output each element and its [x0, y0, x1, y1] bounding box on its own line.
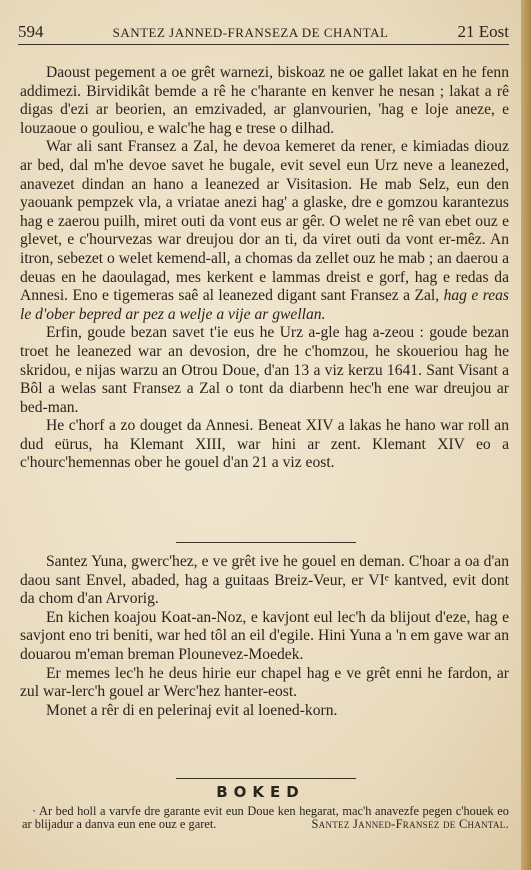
section-divider — [176, 542, 356, 543]
paragraph: He c'horf a zo douget da Annesi. Beneat XIV a lakas he hano war roll an dud eürus, ha Klemant XIII, war hini ar zent. Klemant XIV eo a c'hourc'hemennas ober he gouel d'an 21 a viz eost. — [20, 417, 509, 472]
paragraph — [20, 138, 509, 324]
boked-signature: Santez Janned-Fransez de Chantal. — [311, 817, 509, 831]
header-rule — [18, 44, 509, 45]
boked-heading: BOKED — [216, 783, 305, 801]
paragraph: Daoust pegement a oe grêt warnezi, biskoaz ne oe gallet lakat en he fenn addimezi. Birvidikât bemde a rê he c'harante en kenver he nesan ; lakat a rê digas d'ezi ar beorien, an emzivaded, ar glanvourien, 'hag e loje aneze, e louzaoue o gouliou, e walc'he hag e trese o dilhad. — [20, 64, 509, 137]
page-header — [18, 22, 509, 42]
paragraph-text: War ali sant Fransez a Zal, he devoa kemeret da rener, e kimiadas diouz ar bed, dal m'he devoe savet he bugale, evit sevel eun Urz neve a leanezed, anavezet dindan an hano a leanezed ar Visitasion. He mab Selz, eun den yaouank pempzek vla, a vriatae anezi hag' a glaske, dre e gomzou karantezus hag e zaerou puilh, miret outi da vont eus ar gêr. O welet ne rê van ebet ouz e glevet, e c'hourvezas war dreujou dor an ti, da viret outi da vont er-mêz. An itron, sebezet o welet kemend-all, a chomas da zellet ouz he mab ; an daerou a deuas en he daoulagad, mes kerkent e lammas dreist e gorf, hag e redas da Annesi. Eno e tigemeras saê al leanezed digant sant Fransez a Zal, — [20, 138, 509, 305]
paragraph: Monet a rêr di en pelerinaj evit al loened-korn. — [46, 701, 338, 719]
page-edge — [521, 0, 531, 870]
paragraph: Santez Yuna, gwerc'hez, e ve grêt ive he gouel en deman. C'hoar a oa d'an daou sant Envel, abaded, hag a guitaas Breiz-Veur, er VIᵉ kantved, evit dont da chom d'an Arvorig. — [20, 553, 509, 608]
header-date: 21 Eost — [457, 22, 509, 41]
italic-quote: hag e reas le d'ober bepred ar pez a welje a vije ar gwellan. — [20, 287, 509, 323]
running-title: SANTEZ JANNED-FRANSEZA DE CHANTAL — [112, 25, 389, 40]
main-text — [20, 64, 509, 473]
boked-quote-text: · Ar bed holl a varvfe dre garante evit eun Doue ken hegarat, mac'h anavezfe pegen c'houek eo ar blijadur a danva eun ene ouz e garet. — [22, 804, 509, 831]
paragraph: Erfin, goude bezan savet t'ie eus he Urz a-gle hag a-zeou : goude bezan troet he leanezed war an devosion, dre he c'homzou, he skoueriou hag he skridou, e nijas warzu an Otrou Doue, d'an 13 a viz kerzu 1641. Sant Visant a Bôl a welas sant Fransez a Zal o tont da diarbenn hec'h ene war dreujou ar bed-man. — [20, 324, 509, 416]
paragraph: Er memes lec'h he deus hirie eur chapel hag e ve grêt enni he fardon, ar zul war-lerc'h gouel ar Werc'hez hanter-eost. — [20, 664, 509, 701]
boked-section — [22, 805, 509, 831]
second-section — [20, 553, 509, 720]
paragraph: En kichen koajou Koat-an-Noz, e kavjont eul lec'h da blijout d'eze, hag e savjont eno tri beniti, war hed tôl an eil d'egile. Hini Yuna a 'n em gave war an douarou m'eman breman Plounevez-Moedek. — [20, 608, 509, 663]
section-divider — [176, 778, 356, 779]
page-number: 594 — [18, 22, 44, 41]
boked-quote — [22, 805, 509, 831]
